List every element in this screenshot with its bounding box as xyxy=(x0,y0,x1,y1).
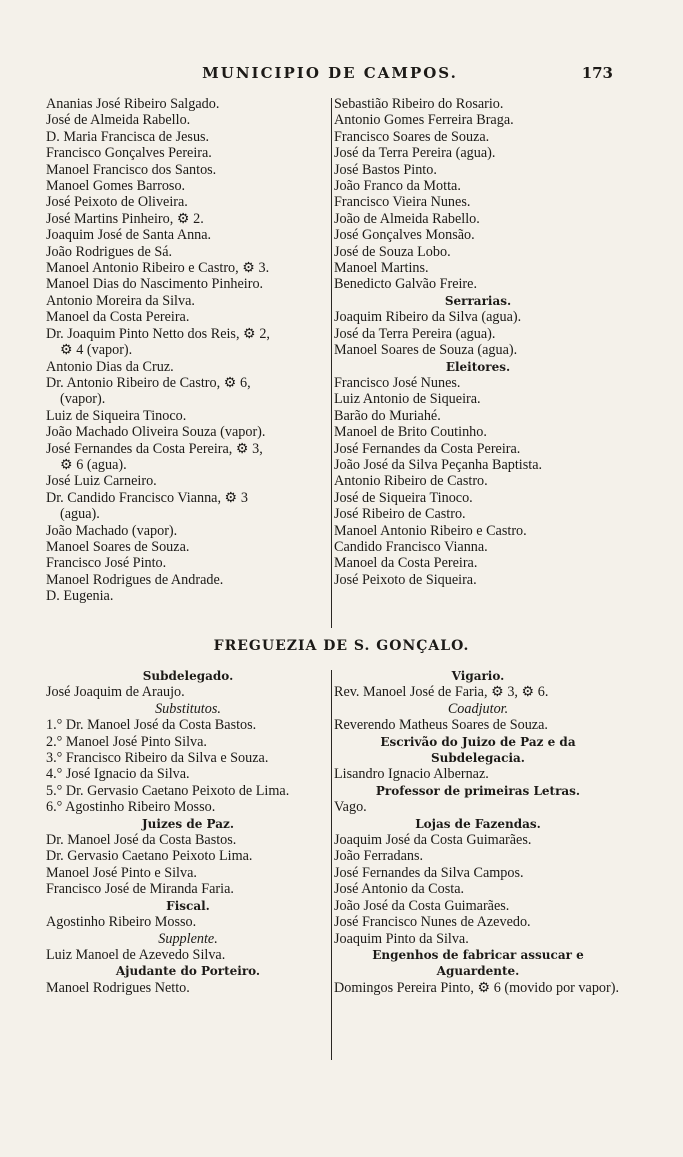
entry-line: ⚙ 4 (vapor). xyxy=(60,342,133,359)
entry-line: José de Siqueira Tinoco. xyxy=(334,489,473,506)
top-right-column xyxy=(334,96,622,588)
entry-line: (vapor). xyxy=(60,391,106,408)
entry-line: Sebastião Ribeiro do Rosario. xyxy=(334,96,504,112)
entry-line: João Machado (vapor). xyxy=(46,522,178,539)
entry-line: José Antonio da Costa. xyxy=(334,881,465,898)
top-left-column xyxy=(46,96,330,605)
section-heading: Subdelegado. xyxy=(142,669,234,683)
entry-line: Dr. Candido Francisco Vianna, ⚙ 3 xyxy=(46,489,248,506)
entry-line: D. Eugenia. xyxy=(46,588,114,605)
entry-line: Dr. Manoel José da Costa Bastos. xyxy=(46,832,237,849)
entry-line: Luiz Manoel de Azevedo Silva. xyxy=(46,946,226,963)
entry-line: Benedicto Galvão Freire. xyxy=(334,276,478,293)
entry-line: José Gonçalves Monsão. xyxy=(334,227,475,244)
entry-line: José Joaquim de Araujo. xyxy=(46,684,185,701)
entry-line: Manoel de Brito Coutinho. xyxy=(334,424,487,441)
section-heading: Lojas de Fazendas. xyxy=(415,816,541,831)
entry-line: Dr. Antonio Ribeiro de Castro, ⚙ 6, xyxy=(46,374,251,391)
entry-line: Reverendo Matheus Soares de Souza. xyxy=(334,717,548,734)
entry-line: Dr. Joaquim Pinto Netto dos Reis, ⚙ 2, xyxy=(46,325,270,342)
section-heading: Serrarias. xyxy=(444,293,512,308)
entry-line: José da Terra Pereira (agua). xyxy=(334,325,496,342)
entry-line: 1.° Dr. Manoel José da Costa Bastos. xyxy=(46,717,257,734)
entry-line: José Fernandes da Silva Campos. xyxy=(334,864,524,881)
section-heading: Professor de primeiras Letras. xyxy=(375,783,581,798)
entry-line: João Rodrigues de Sá. xyxy=(46,243,173,260)
entry-line: Antonio Dias da Cruz. xyxy=(46,358,174,375)
entry-line: Manoel Rodrigues de Andrade. xyxy=(46,571,224,588)
entry-line: Barão do Muriahé. xyxy=(334,407,441,424)
entry-line: Antonio Ribeiro de Castro. xyxy=(334,473,488,490)
entry-line: João de Almeida Rabello. xyxy=(334,210,480,227)
entry-line: Manoel Dias do Nascimento Pinheiro. xyxy=(46,276,264,293)
entry-line: Dr. Gervasio Caetano Peixoto Lima. xyxy=(46,848,253,865)
section-heading: Fiscal. xyxy=(166,898,210,913)
section-heading: Coadjutor. xyxy=(447,700,509,717)
entry-line: Francisco Vieira Nunes. xyxy=(334,194,471,211)
entry-line: Luiz de Siqueira Tinoco. xyxy=(46,407,187,424)
entry-line: Francisco Gonçalves Pereira. xyxy=(46,145,212,162)
entry-line: José de Souza Lobo. xyxy=(334,243,451,260)
entry-line: José Bastos Pinto. xyxy=(334,161,437,178)
bottom-right-column xyxy=(334,668,622,996)
entry-line: 6.° Agostinho Ribeiro Mosso. xyxy=(46,799,216,816)
page-number: 173 xyxy=(581,64,613,82)
entry-line: Manoel Gomes Barroso. xyxy=(46,178,186,195)
entry-line: José Luiz Carneiro. xyxy=(46,473,157,490)
entry-line: José de Almeida Rabello. xyxy=(46,112,191,129)
entry-line: Joaquim Ribeiro da Silva (agua). xyxy=(334,309,522,326)
entry-line: Joaquim José da Costa Guimarães. xyxy=(334,832,532,849)
entry-line: 4.° José Ignacio da Silva. xyxy=(46,766,190,783)
entry-line: João José da Silva Peçanha Baptista. xyxy=(334,456,543,473)
section-heading: Engenhos de fabricar assucar e Aguardente. xyxy=(372,947,584,979)
entry-line: José Fernandes da Costa Pereira. xyxy=(334,440,521,457)
entry-line: Domingos Pereira Pinto, ⚙ 6 (movido por vapor). xyxy=(334,979,620,996)
entry-line: José Peixoto de Siqueira. xyxy=(334,571,477,588)
entry-line: Francisco José Pinto. xyxy=(46,555,167,572)
column-divider xyxy=(331,98,332,628)
entry-line: 5.° Dr. Gervasio Caetano Peixoto de Lima. xyxy=(46,782,290,799)
entry-line: Joaquim José de Santa Anna. xyxy=(46,227,212,244)
entry-line: José Martins Pinheiro, ⚙ 2. xyxy=(46,210,204,227)
entry-line: Manoel da Costa Pereira. xyxy=(334,555,478,572)
entry-line: Francisco José Nunes. xyxy=(334,374,461,391)
entry-line: Luiz Antonio de Siqueira. xyxy=(334,391,481,408)
entry-line: Antonio Gomes Ferreira Braga. xyxy=(334,112,514,129)
entry-line: João José da Costa Guimarães. xyxy=(334,897,510,914)
parish-title: FREGUEZIA DE S. GONÇALO. xyxy=(213,638,470,654)
entry-line: Manoel Soares de Souza. xyxy=(46,538,190,555)
entry-line: Francisco Soares de Souza. xyxy=(334,128,490,145)
entry-line: Manoel Martins. xyxy=(334,260,429,277)
entry-line: José da Terra Pereira (agua). xyxy=(334,145,496,162)
entry-line: Manoel Rodrigues Netto. xyxy=(46,979,190,996)
entry-line: Lisandro Ignacio Albernaz. xyxy=(334,766,489,783)
entry-line: 2.° Manoel José Pinto Silva. xyxy=(46,733,207,750)
entry-line: José Francisco Nunes de Azevedo. xyxy=(334,914,531,931)
entry-line: José Ribeiro de Castro. xyxy=(334,506,466,523)
section-heading: Supplente. xyxy=(158,930,218,947)
entry-line: Rev. Manoel José de Faria, ⚙ 3, ⚙ 6. xyxy=(334,684,549,701)
entry-line: Manoel Antonio Ribeiro e Castro. xyxy=(334,522,527,539)
entry-line: José Fernandes da Costa Pereira, ⚙ 3, xyxy=(46,440,263,457)
entry-line: Francisco José de Miranda Faria. xyxy=(46,881,234,898)
section-heading: Eleitores. xyxy=(445,359,511,374)
section-heading: Substitutos. xyxy=(155,700,221,717)
section-heading: Juizes de Paz. xyxy=(141,816,234,831)
entry-line: José Peixoto de Oliveira. xyxy=(46,194,188,211)
entry-line: D. Maria Francisca de Jesus. xyxy=(46,128,210,145)
entry-line: Manoel Antonio Ribeiro e Castro, ⚙ 3. xyxy=(46,260,270,277)
running-title: MUNICIPIO DE CAMPOS. xyxy=(202,64,458,82)
bottom-left-column xyxy=(46,668,330,996)
running-head xyxy=(0,64,683,88)
entry-line: Ananias José Ribeiro Salgado. xyxy=(46,96,220,112)
entry-line: Vago. xyxy=(334,799,367,816)
entry-line: Manoel José Pinto e Silva. xyxy=(46,864,197,881)
section-heading: Escrivão do Juizo de Paz e da Subdelegacia. xyxy=(380,734,576,766)
entry-line: Manoel Soares de Souza (agua). xyxy=(334,342,518,359)
column-divider-lower xyxy=(331,670,332,1060)
entry-line: João Franco da Motta. xyxy=(334,178,461,195)
entry-line: (agua). xyxy=(60,506,100,523)
entry-line: João Machado Oliveira Souza (vapor). xyxy=(46,424,266,441)
entry-line: Joaquim Pinto da Silva. xyxy=(334,930,469,947)
section-heading: Vigario. xyxy=(451,669,505,683)
entry-line: João Ferradans. xyxy=(334,848,424,865)
entry-line: Agostinho Ribeiro Mosso. xyxy=(46,914,197,931)
entry-line: ⚙ 6 (agua). xyxy=(60,456,127,473)
entry-line: Manoel Francisco dos Santos. xyxy=(46,161,217,178)
entry-line: 3.° Francisco Ribeiro da Silva e Souza. xyxy=(46,750,269,767)
entry-line: Manoel da Costa Pereira. xyxy=(46,309,190,326)
entry-line: Candido Francisco Vianna. xyxy=(334,538,488,555)
entry-line: Antonio Moreira da Silva. xyxy=(46,292,195,309)
section-heading: Ajudante do Porteiro. xyxy=(115,964,261,979)
